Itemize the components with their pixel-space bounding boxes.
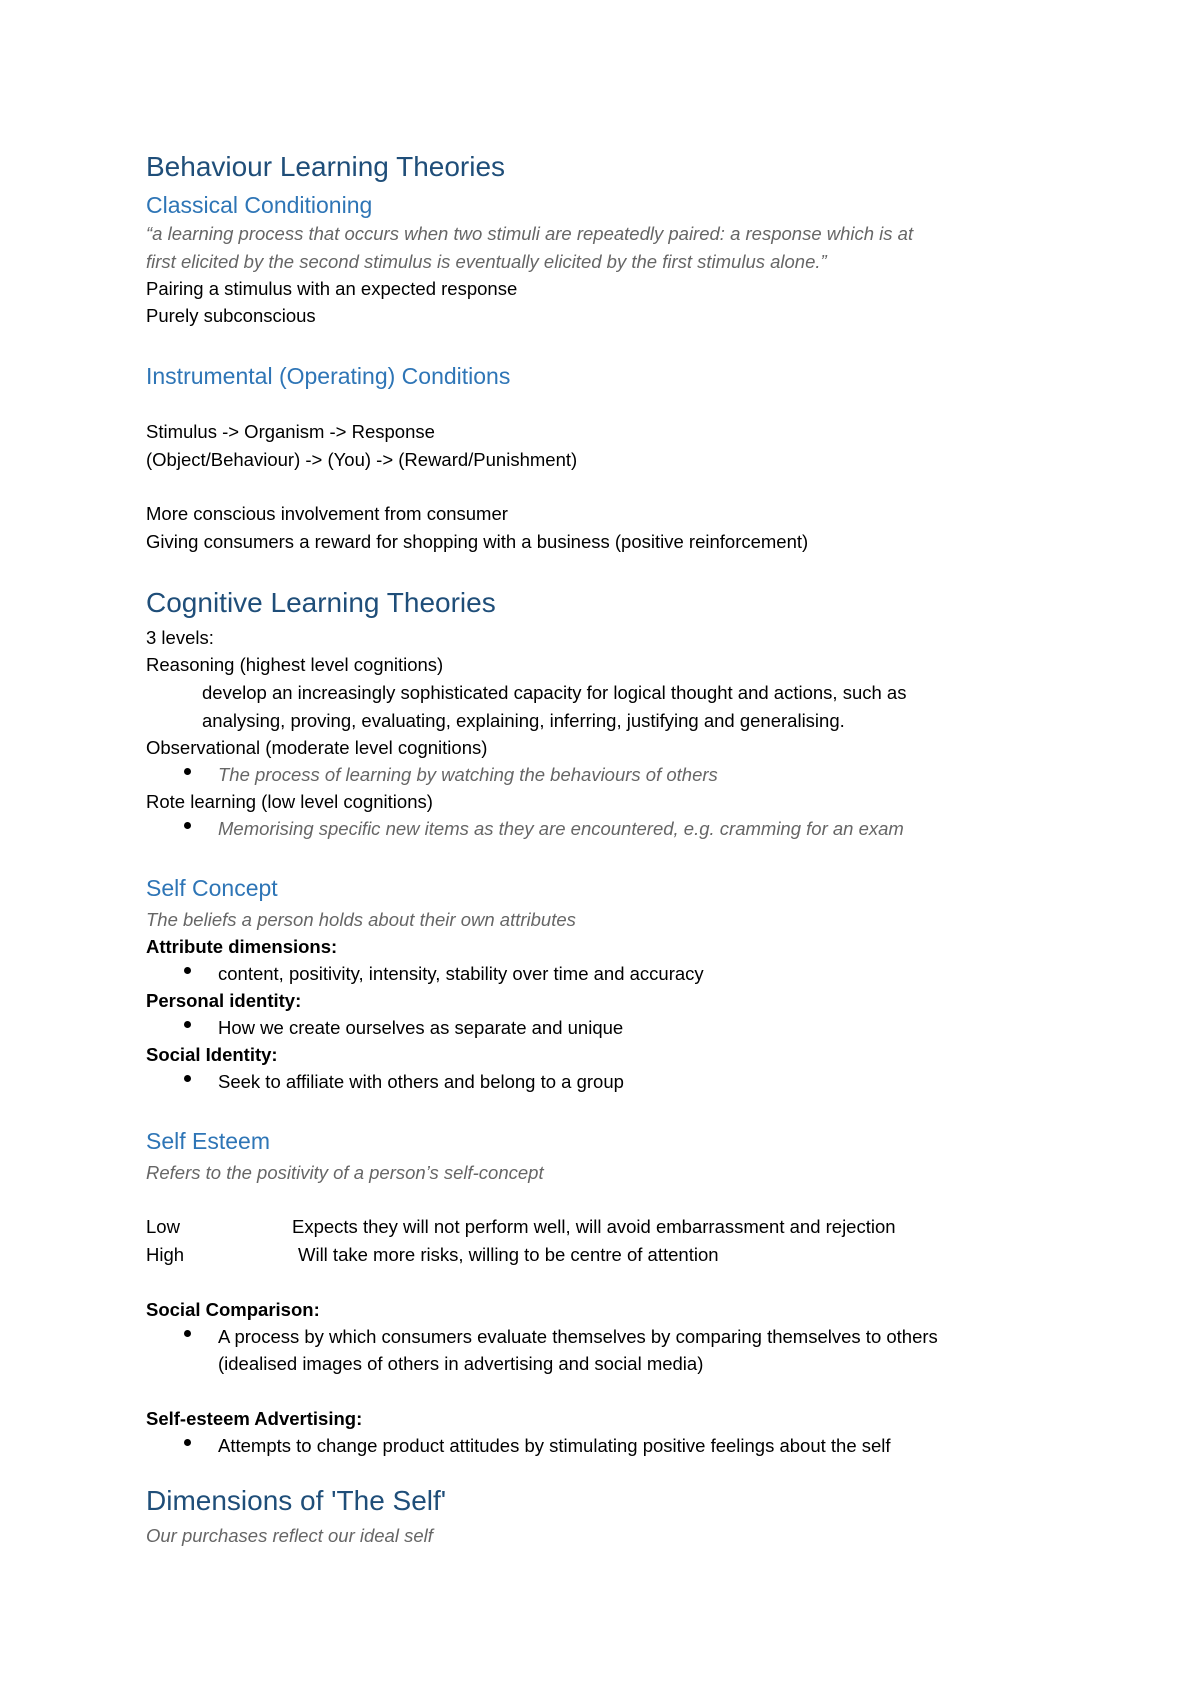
bullet-icon	[184, 1075, 191, 1082]
self-esteem-advertising-label: Self-esteem Advertising:	[146, 1408, 363, 1429]
self-concept-definition: The beliefs a person holds about their own attributes	[146, 909, 576, 930]
observational-desc: The process of learning by watching the behaviours of others	[218, 764, 718, 785]
instrumental-flow-1: Stimulus -> Organism -> Response	[146, 421, 435, 442]
high-description: Will take more risks, willing to be centre of attention	[298, 1244, 719, 1265]
classical-point-1: Pairing a stimulus with an expected response	[146, 278, 518, 299]
self-esteem-definition: Refers to the positivity of a person’s self-concept	[146, 1162, 544, 1183]
dimensions-subtitle: Our purchases reflect our ideal self	[146, 1525, 433, 1546]
reasoning-desc-1: develop an increasingly sophisticated capacity for logical thought and actions, such as	[202, 682, 907, 703]
quote-line-1: “a learning process that occurs when two stimuli are repeatedly paired: a response which is at	[146, 223, 914, 244]
bullet-icon	[184, 768, 191, 775]
observational-label: Observational (moderate level cognitions)	[146, 737, 488, 758]
attribute-dimensions-label: Attribute dimensions:	[146, 936, 338, 957]
social-comparison-label: Social Comparison:	[146, 1299, 320, 1320]
personal-identity-label: Personal identity:	[146, 990, 302, 1011]
reasoning-label: Reasoning (highest level cognitions)	[146, 654, 444, 675]
attribute-dimensions-item: content, positivity, intensity, stability over time and accuracy	[218, 963, 704, 984]
low-description: Expects they will not perform well, will avoid embarrassment and rejection	[292, 1216, 896, 1237]
rote-label: Rote learning (low level cognitions)	[146, 791, 433, 812]
rote-desc: Memorising specific new items as they are encountered, e.g. cramming for an exam	[218, 818, 904, 839]
low-label: Low	[146, 1216, 180, 1237]
bullet-icon	[184, 822, 191, 829]
quote-line-2: first elicited by the second stimulus is eventually elicited by the first stimulus alone.”	[146, 251, 827, 272]
heading-dimensions-self: Dimensions of 'The Self'	[146, 1485, 447, 1516]
personal-identity-item: How we create ourselves as separate and unique	[218, 1017, 624, 1038]
instrumental-flow-2: (Object/Behaviour) -> (You) -> (Reward/Punishment)	[146, 449, 578, 470]
heading-self-concept: Self Concept	[146, 875, 278, 901]
heading-cognitive-learning: Cognitive Learning Theories	[146, 587, 496, 618]
social-identity-item: Seek to affiliate with others and belong to a group	[218, 1071, 624, 1092]
bullet-icon	[184, 967, 191, 974]
social-comparison-item-2: (idealised images of others in advertising and social media)	[218, 1353, 704, 1374]
instrumental-point-2: Giving consumers a reward for shopping with a business (positive reinforcement)	[146, 531, 809, 552]
social-comparison-item-1: A process by which consumers evaluate themselves by comparing themselves to others	[218, 1326, 938, 1347]
social-identity-label: Social Identity:	[146, 1044, 278, 1065]
heading-instrumental-conditions: Instrumental (Operating) Conditions	[146, 363, 511, 389]
bullet-icon	[184, 1330, 191, 1337]
heading-self-esteem: Self Esteem	[146, 1128, 270, 1154]
cognitive-levels: 3 levels:	[146, 627, 214, 648]
reasoning-desc-2: analysing, proving, evaluating, explaining, inferring, justifying and generalising.	[202, 710, 845, 731]
high-label: High	[146, 1244, 185, 1265]
heading-classical-conditioning: Classical Conditioning	[146, 192, 373, 218]
self-esteem-advertising-item: Attempts to change product attitudes by stimulating positive feelings about the self	[218, 1435, 891, 1456]
heading-behaviour-learning: Behaviour Learning Theories	[146, 151, 506, 182]
bullet-icon	[184, 1439, 191, 1446]
bullet-icon	[184, 1021, 191, 1028]
instrumental-point-1: More conscious involvement from consumer	[146, 503, 508, 524]
classical-point-2: Purely subconscious	[146, 305, 316, 326]
